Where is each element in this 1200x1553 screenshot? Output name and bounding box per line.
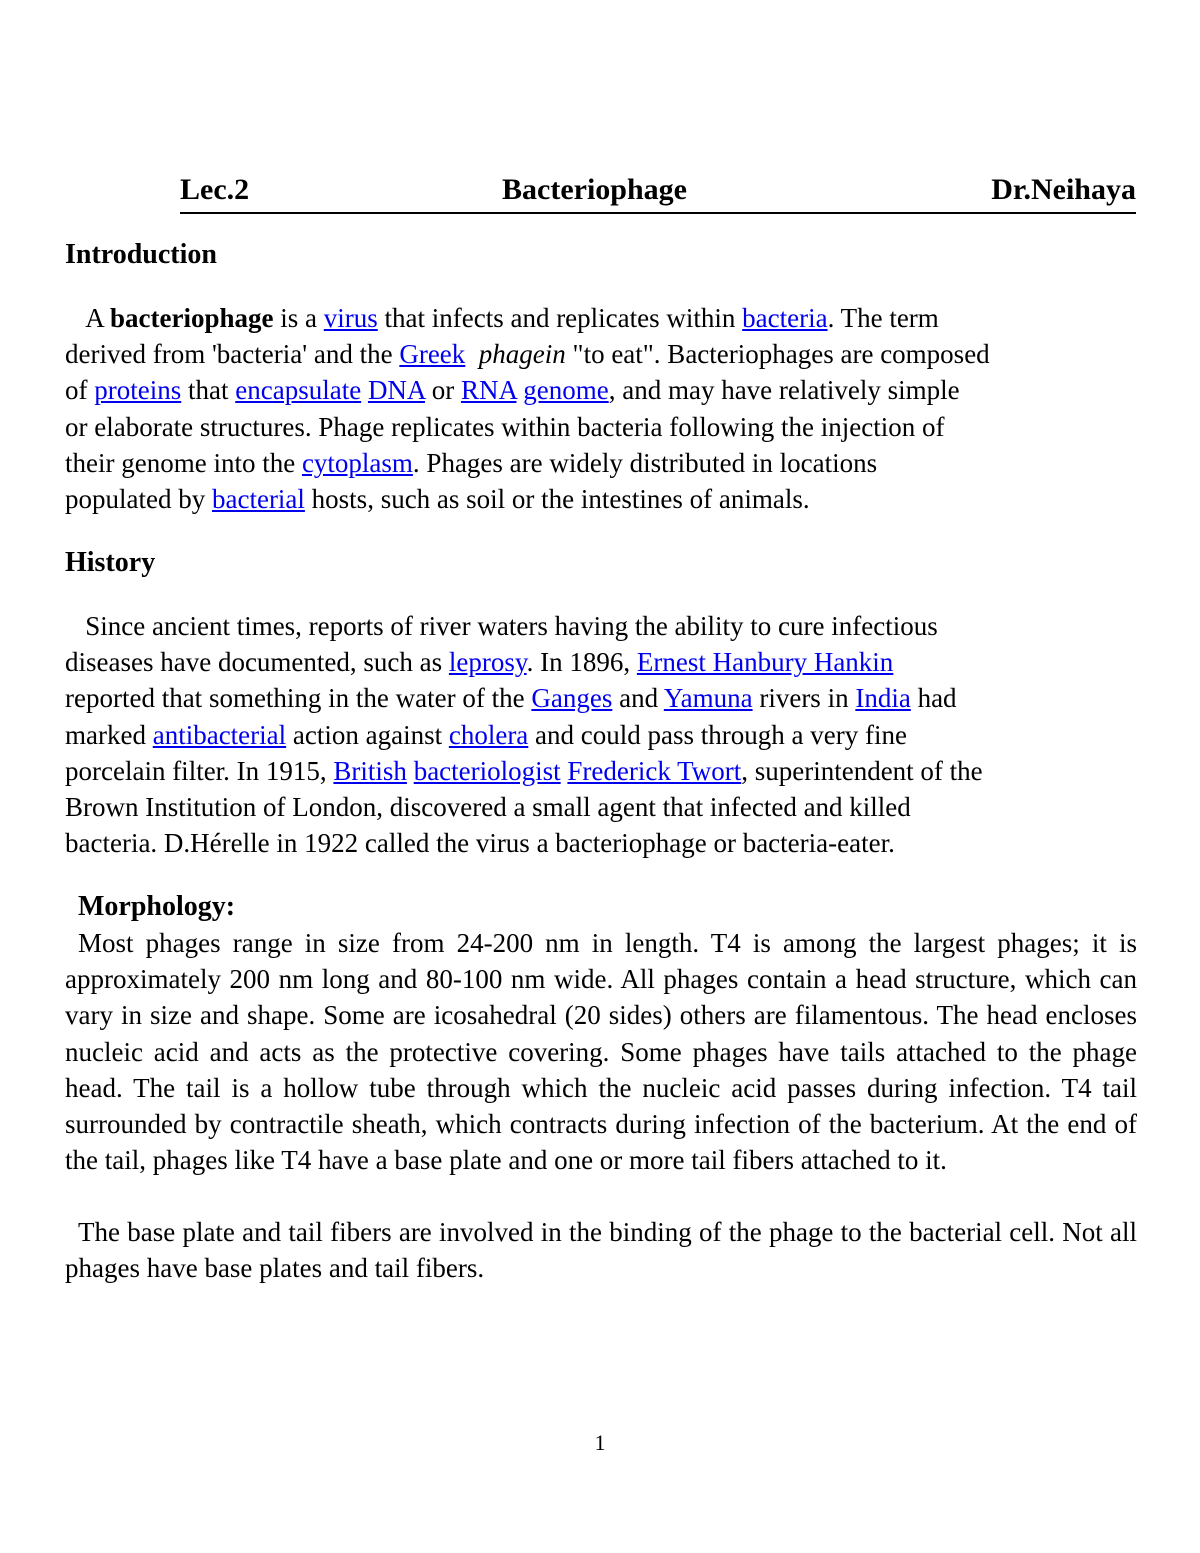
text-run: . In 1896, [526,647,637,678]
link-encapsulate[interactable]: encapsulate [235,375,362,406]
text-line [65,372,1145,408]
text-run: and [612,683,664,714]
link-virus[interactable]: virus [323,303,378,333]
text-run: action against [286,719,449,750]
link-cholera[interactable]: cholera [448,719,529,750]
section-heading-introduction: Introduction [65,239,217,270]
link-genome[interactable]: genome [523,375,609,406]
text-line [65,825,1145,861]
text-run [465,339,472,369]
link-cytoplasm[interactable]: cytoplasm [301,447,413,478]
text-line [65,680,1145,716]
lecturer-name: Dr.Neihaya [991,173,1136,206]
link-ganges[interactable]: Ganges [531,683,613,714]
text-line [65,481,1145,517]
text-run: that [181,375,236,406]
text-line [65,409,1145,445]
link-greek[interactable]: Greek [399,339,466,370]
page-number: 1 [594,1430,606,1455]
morphology-paragraph-1: Most phages range in size from 24-200 nm in length. T4 is among the largest phages; it is approximately 200 nm long and 80-100 nm wide. All phages contain a head structure, which can vary in size and shape. Some are icosahedral (20 sides) others are filamentous. The head encloses nucleic acid and acts as the protective covering. Some phages have tails attached to the phage head. The tail is a hollow tube through which the nucleic acid passes during infection. T4 tail surrounded by contractile sheath, which contracts during infection of the bacterium. At the end of the tail, phages like T4 have a base plate and one or more tail fibers attached to it. [65,928,1137,1176]
lecture-header [180,172,1136,214]
link-frederick-twort[interactable]: Frederick Twort [567,755,742,786]
text-run: hosts, such as soil or the intestines of animals. [304,484,810,515]
text-line [65,789,1145,825]
text-run: porcelain filter. In 1915, [65,755,334,786]
text-run: . Phages are widely distributed in locations [412,447,878,478]
link-india[interactable]: India [855,683,911,714]
text-line [65,717,1145,753]
link-bacteriologist[interactable]: bacteriologist [413,755,561,786]
text-run: , and may have relatively simple [608,375,960,406]
text-line [65,445,1145,481]
lecture-number: Lec.2 [180,173,250,206]
text-run: of [65,375,95,406]
link-antibacterial[interactable]: antibacterial [152,719,287,750]
history-paragraph [65,608,1145,861]
link-bacterial[interactable]: bacterial [211,484,305,515]
text-run: . The term [827,303,939,333]
link-rna[interactable]: RNA [460,375,517,406]
link-bacteria[interactable]: bacteria [742,303,828,333]
text-line [65,336,1145,372]
text-run [407,756,414,786]
text-run: their genome into the [65,447,302,478]
text-run: A [85,303,111,333]
text-run: and could pass through a very fine [528,719,907,750]
text-run: that infects and replicates within [377,303,743,333]
text-line [65,300,1145,336]
text-run: or elaborate structures. Phage replicates within bacteria following the injection of [65,411,945,442]
text-run [361,375,368,405]
text-run: Since ancient times, reports of river waters having the ability to cure infectious [85,611,938,641]
link-leprosy[interactable]: leprosy [448,647,527,678]
morphology-paragraph-2: The base plate and tail fibers are involved in the binding of the phage to the bacterial cell. Not all phages have base plates and tail fibers. [65,1217,1137,1284]
text-run: , superintendent of the [741,755,983,786]
link-dna[interactable]: DNA [367,375,425,406]
text-run: is a [273,303,324,333]
introduction-paragraph [65,300,1145,517]
link-proteins[interactable]: proteins [94,375,182,406]
bold-term: bacteriophage [110,303,274,333]
text-run: bacteria. D.Hérelle in 1922 called the virus a bacteriophage or bacteria-eater. [65,828,895,859]
text-run: had [910,683,957,714]
text-run: Brown Institution of London, discovered a small agent that infected and killed [65,792,911,823]
text-run: populated by [65,484,212,515]
link-ernest-hanbury-hankin[interactable]: Ernest Hanbury Hankin [636,647,894,678]
section-heading-morphology: Morphology: [78,891,236,922]
text-run: derived from 'bacteria' and the [65,339,400,370]
italic-term: phagein [478,339,566,370]
text-run: or [424,375,461,406]
text-run: diseases have documented, such as [65,647,449,678]
text-run: "to eat". Bacteriophages are composed [565,339,990,370]
link-british[interactable]: British [333,755,407,786]
text-line [65,753,1145,789]
text-run: reported that something in the water of the [65,683,532,714]
lecture-title: Bacteriophage [502,173,687,206]
text-run: rivers in [752,683,856,714]
link-yamuna[interactable]: Yamuna [663,683,753,714]
text-line [65,608,1145,644]
text-run: marked [65,719,153,750]
section-heading-history: History [65,547,156,578]
text-line [65,644,1145,680]
